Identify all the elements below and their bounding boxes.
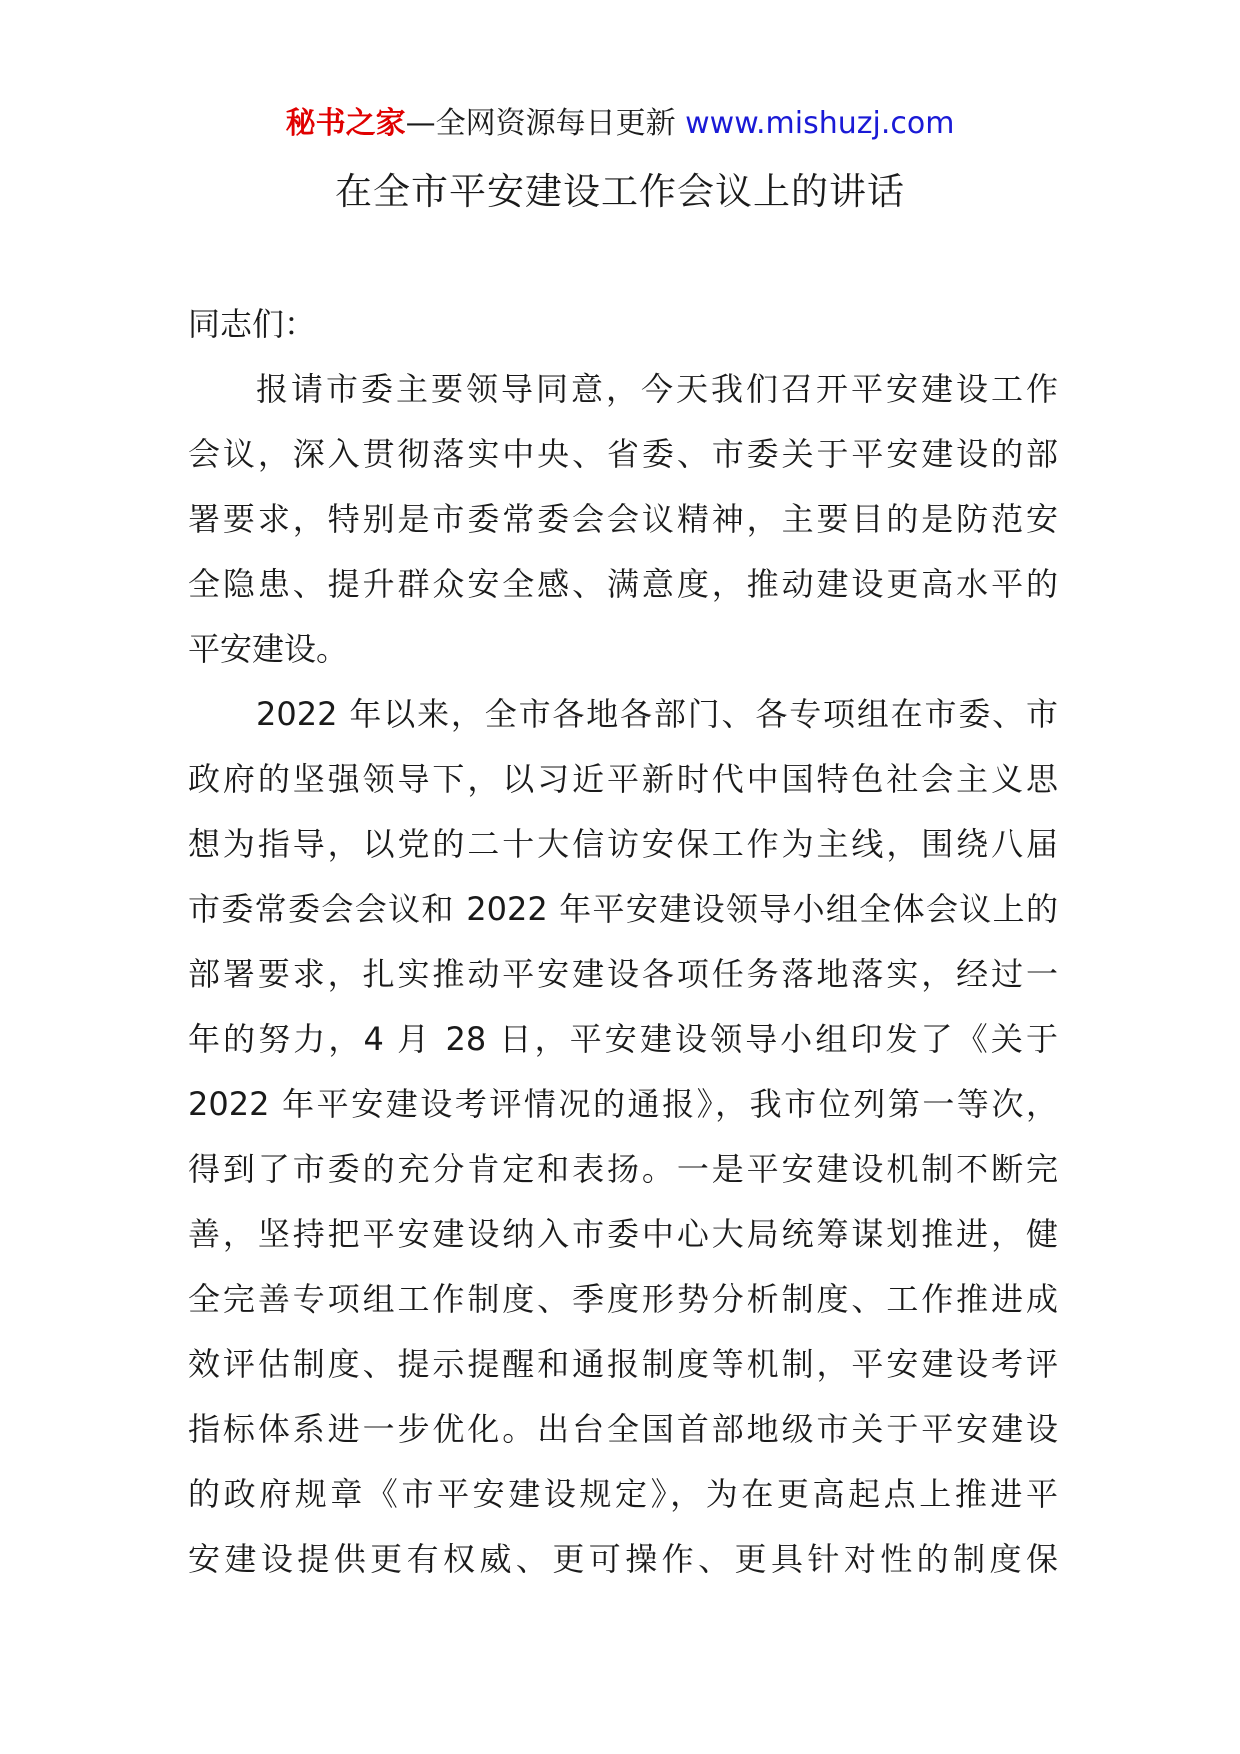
banner-tagline: —全网资源每日更新 [405, 106, 676, 141]
body-line: 市委常委会会议和 2022 年平安建设领导小组全体会议上的 [188, 890, 1058, 928]
body-line: 善，坚持把平安建设纳入市委中心大局统筹谋划推进，健 [188, 1215, 1058, 1253]
body-line: 效评估制度、提示提醒和通报制度等机制，平安建设考评 [188, 1345, 1058, 1383]
body-line: 2022 年平安建设考评情况的通报》，我市位列第一等次， [188, 1085, 1058, 1123]
body-line: 部署要求，扎实推动平安建设各项任务落地落实，经过一 [188, 955, 1058, 993]
body-line: 的政府规章《市平安建设规定》，为在更高起点上推进平 [188, 1475, 1058, 1513]
body-line: 2022 年以来，全市各地各部门、各专项组在市委、市 [256, 695, 1058, 733]
body-line: 想为指导，以党的二十大信访安保工作为主线，围绕八届 [188, 825, 1058, 863]
body-line: 报请市委主要领导同意，今天我们召开平安建设工作 [256, 370, 1058, 408]
body-line: 年的努力，4 月 28 日，平安建设领导小组印发了《关于 [188, 1020, 1058, 1058]
salutation: 同志们： [188, 305, 317, 343]
body-line: 平安建设。 [188, 630, 349, 668]
website-link[interactable]: www.mishuzj.com [685, 106, 955, 141]
body-line: 指标体系进一步优化。出台全国首部地级市关于平安建设 [188, 1410, 1058, 1448]
body-line: 政府的坚强领导下，以习近平新时代中国特色社会主义思 [188, 760, 1058, 798]
header-banner [0, 104, 1240, 144]
body-line: 得到了市委的充分肯定和表扬。一是平安建设机制不断完 [188, 1150, 1058, 1188]
brand-name: 秘书之家 [285, 106, 406, 141]
body-line: 会议，深入贯彻落实中央、省委、市委关于平安建设的部 [188, 435, 1058, 473]
body-line: 安建设提供更有权威、更可操作、更具针对性的制度保 [188, 1540, 1058, 1578]
document-title: 在全市平安建设工作会议上的讲话 [335, 170, 905, 213]
body-line: 全隐患、提升群众安全感、满意度，推动建设更高水平的 [188, 565, 1058, 603]
body-line: 全完善专项组工作制度、季度形势分析制度、工作推进成 [188, 1280, 1058, 1318]
document-body [188, 292, 1058, 1592]
body-line: 署要求，特别是市委常委会会议精神，主要目的是防范安 [188, 500, 1058, 538]
